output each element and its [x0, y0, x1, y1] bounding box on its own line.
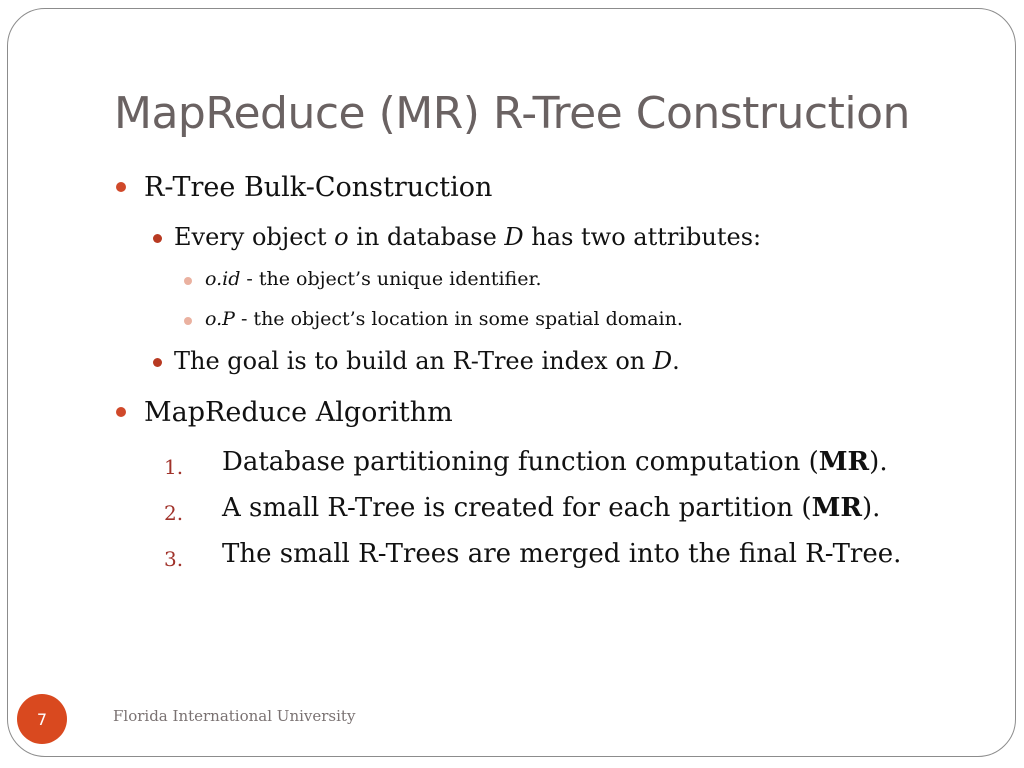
step-1-text [222, 447, 888, 477]
text-segment: Every object [174, 223, 335, 251]
text-segment: A small R-Tree is created for each partition ( [222, 493, 812, 523]
variable-D: D [652, 347, 673, 375]
bullet-dot [116, 407, 126, 417]
bold-mr: MR [818, 447, 870, 477]
bullet-dot [153, 234, 162, 243]
variable-o: o [334, 223, 349, 251]
bold-mr: MR [811, 493, 862, 523]
text-segment: ). [861, 493, 881, 523]
step-number: 3. [164, 547, 184, 571]
text-segment: ). [869, 447, 888, 477]
bullet-goal [174, 347, 680, 375]
bullet-rtree-bulk-construction: R-Tree Bulk-Construction [144, 172, 493, 203]
text-segment: in database [348, 223, 505, 251]
variable-D: D [504, 223, 524, 251]
page-number-badge: 7 [17, 694, 67, 744]
slide-title: MapReduce (MR) R-Tree Construction [114, 88, 910, 139]
bullet-dot [184, 277, 192, 285]
step-2-text [222, 493, 880, 523]
text-segment: has two attributes: [523, 223, 762, 251]
text-segment: - the object’s location in some spatial domain. [234, 308, 683, 330]
text-segment: The small R-Trees are merged into the final R-Tree. [222, 539, 902, 569]
bullet-dot [184, 317, 192, 325]
variable-o-id: o.id [205, 268, 241, 290]
variable-o-P: o.P [205, 308, 235, 330]
step-3-text [222, 539, 901, 569]
bullet-object-location [205, 308, 683, 330]
step-number: 2. [164, 501, 184, 525]
text-segment: - the object’s unique identifier. [240, 268, 542, 290]
bullet-every-object [174, 223, 761, 251]
footer-university: Florida International University [113, 707, 356, 725]
step-number: 1. [164, 455, 184, 479]
text-segment: Database partitioning function computation ( [222, 447, 819, 477]
bullet-object-id [205, 268, 542, 290]
text-segment: The goal is to build an R-Tree index on [174, 347, 653, 375]
bullet-dot [153, 358, 162, 367]
bullet-mapreduce-algorithm: MapReduce Algorithm [144, 397, 453, 428]
bullet-dot [116, 182, 126, 192]
text-segment: . [672, 347, 680, 375]
